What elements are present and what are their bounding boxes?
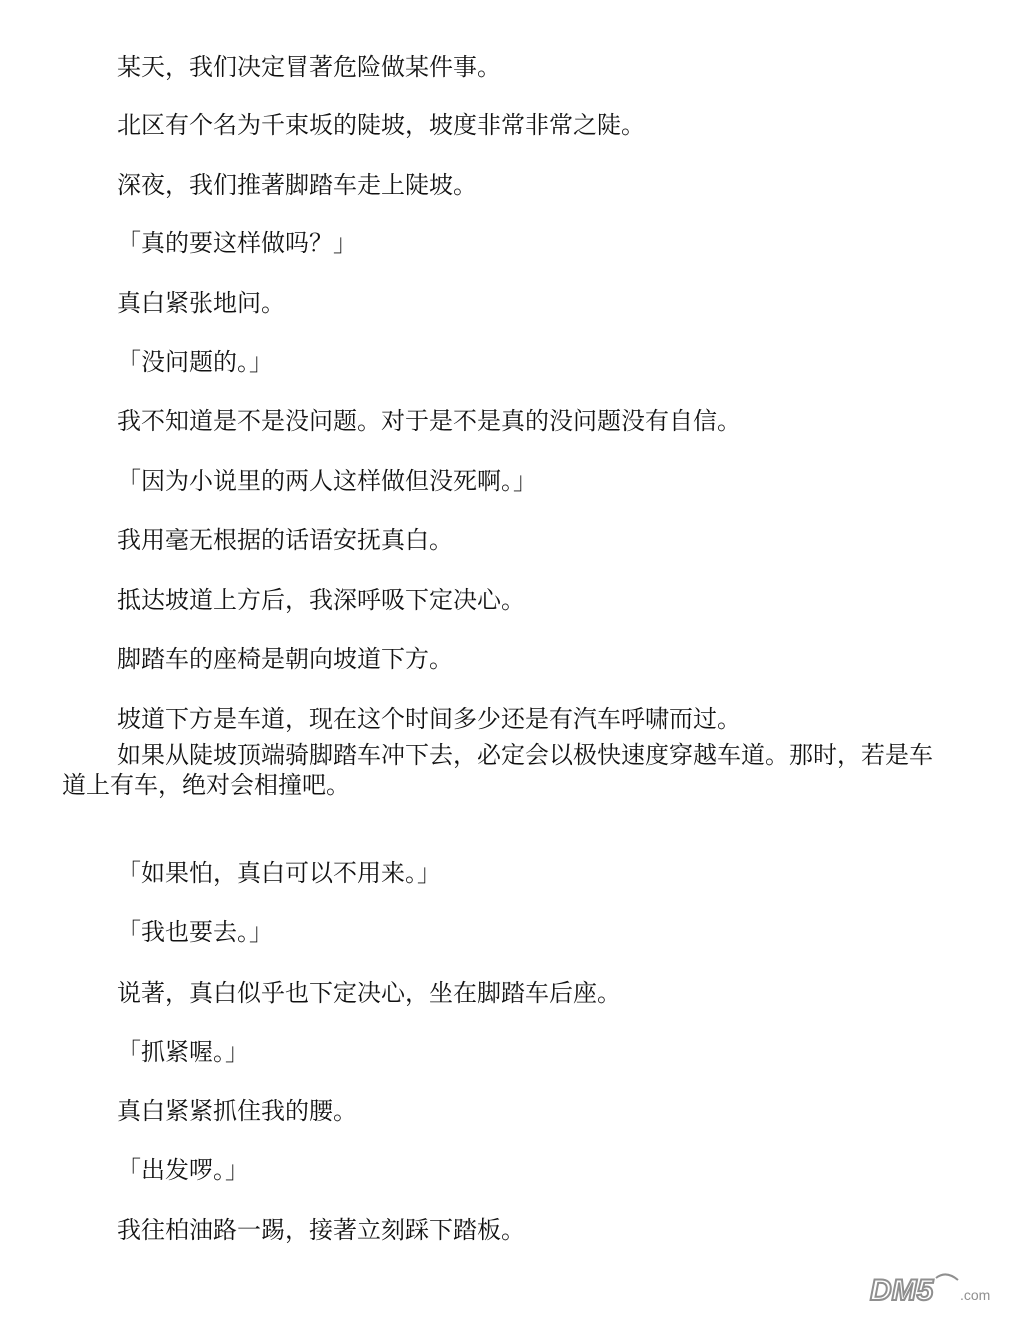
paragraph: 「抓紧喔。」: [117, 1038, 249, 1066]
paragraph: 「因为小说里的两人这样做但没死啊。」: [117, 467, 537, 495]
paragraph: 我用毫无根据的话语安抚真白。: [117, 526, 453, 554]
paragraph: 我往柏油路一踢，接著立刻踩下踏板。: [117, 1216, 525, 1244]
paragraph: 深夜，我们推著脚踏车走上陡坡。: [117, 171, 477, 199]
watermark-logo: [868, 1270, 1008, 1310]
paragraph: 「真的要这样做吗？」: [117, 229, 357, 257]
paragraph-wrapped: [62, 740, 952, 800]
paragraph: 某天，我们决定冒著危险做某件事。: [117, 53, 501, 81]
dm5-logo-icon: [868, 1270, 1008, 1310]
paragraph: 我不知道是不是没问题。对于是不是真的没问题没有自信。: [117, 407, 741, 435]
svg-text:.com: .com: [960, 1287, 991, 1303]
paragraph: 真白紧张地问。: [117, 289, 285, 317]
paragraph: 「我也要去。」: [117, 918, 273, 946]
paragraph: 脚踏车的座椅是朝向坡道下方。: [117, 645, 453, 673]
paragraph: 「出发啰。」: [117, 1156, 249, 1184]
paragraph: 北区有个名为千束坂的陡坡，坡度非常非常之陡。: [117, 111, 645, 139]
paragraph: 「如果怕，真白可以不用来。」: [117, 859, 441, 887]
paragraph: 坡道下方是车道，现在这个时间多少还是有汽车呼啸而过。: [117, 705, 741, 733]
paragraph: 如果从陡坡顶端骑脚踏车冲下去，必定会以极快速度穿越车道。那时，若是车道上有车，绝对会相撞吧。: [62, 741, 933, 799]
paragraph: 「没问题的。」: [117, 348, 273, 376]
paragraph: 抵达坡道上方后，我深呼吸下定决心。: [117, 586, 525, 614]
paragraph: 真白紧紧抓住我的腰。: [117, 1097, 357, 1125]
svg-text:DM5: DM5: [870, 1274, 934, 1307]
paragraph: 说著，真白似乎也下定决心，坐在脚踏车后座。: [117, 979, 621, 1007]
